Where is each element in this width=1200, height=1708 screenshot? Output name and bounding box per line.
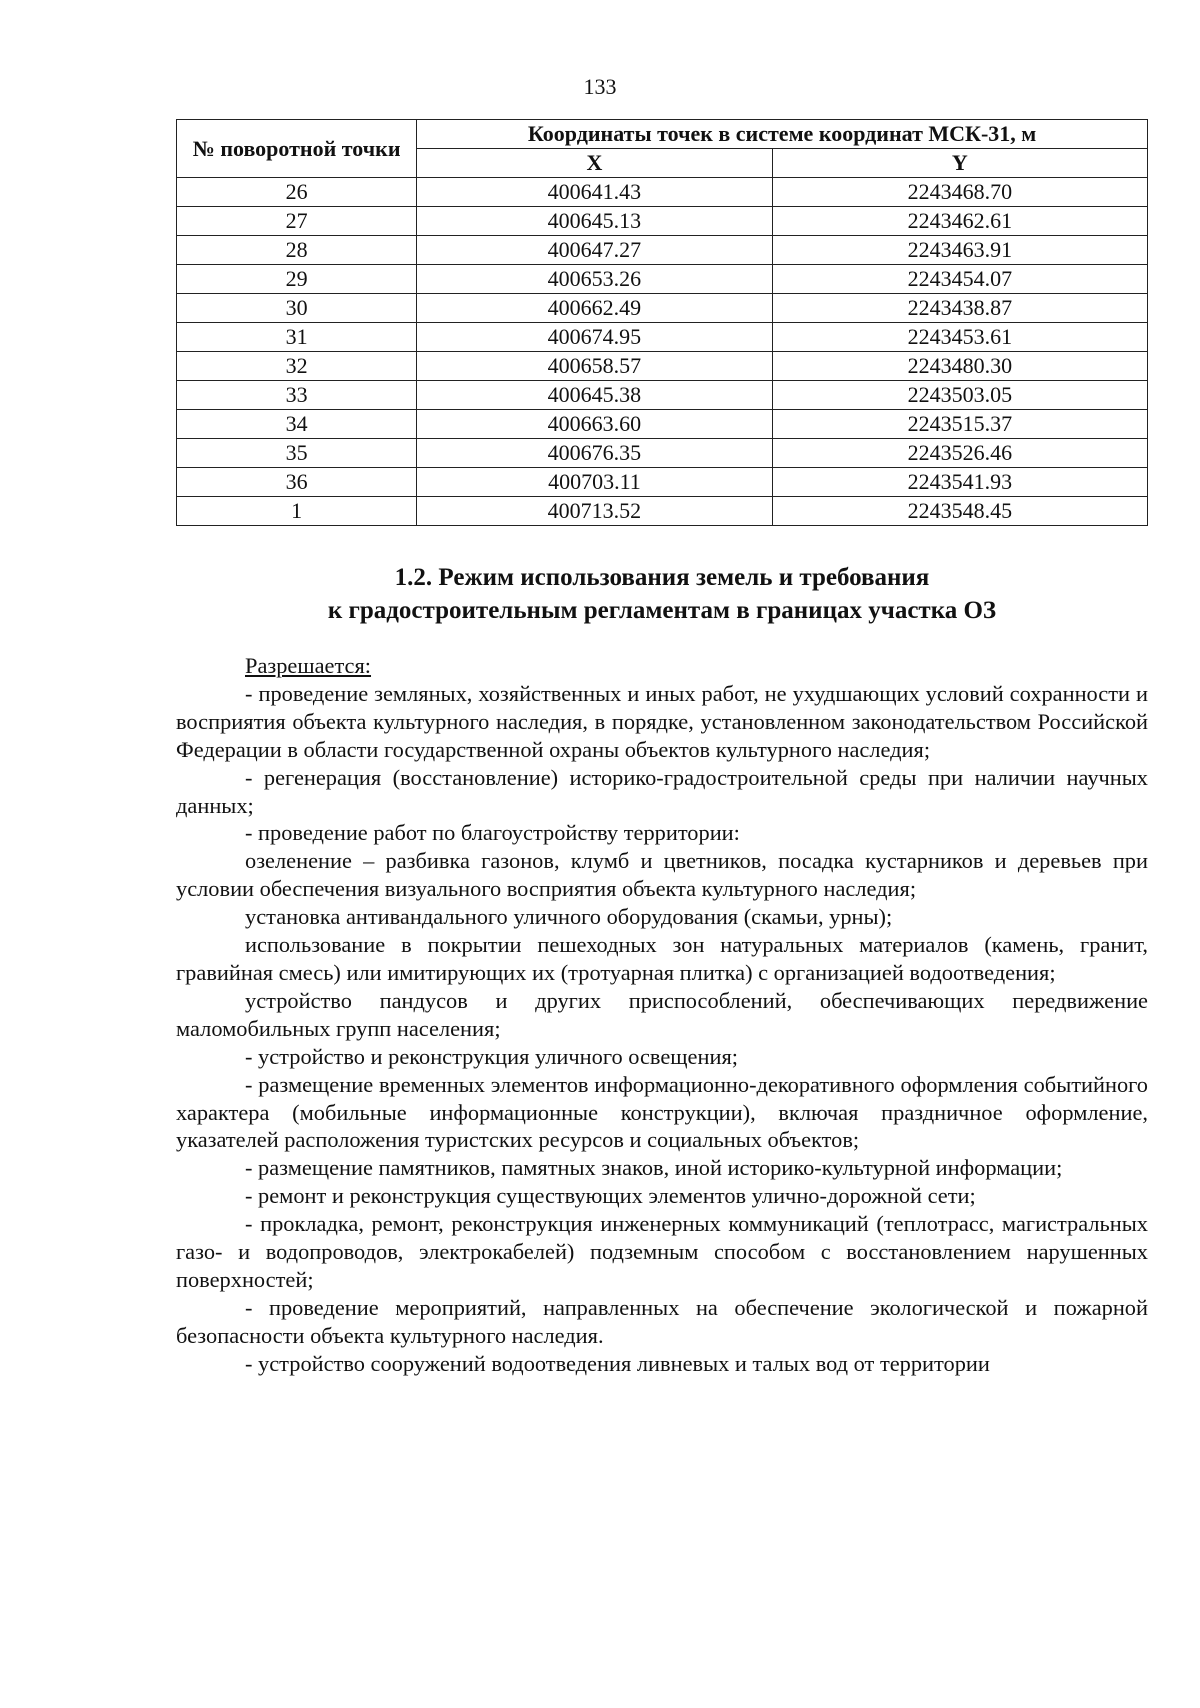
- page-number: 133: [583, 74, 617, 99]
- table-row: [177, 410, 1148, 439]
- cell-point-number: 32: [177, 352, 417, 381]
- paragraph: установка антивандального уличного оборудования (скамьи, урны);: [245, 904, 893, 930]
- paragraph: - устройство сооружений водоотведения ливневых и талых вод от территории: [245, 1350, 990, 1376]
- table-row: [177, 294, 1148, 323]
- header-point-number: № поворотной точки: [177, 120, 417, 178]
- table-row: [177, 236, 1148, 265]
- paragraph: - регенерация (восстановление) историко-градостроительной среды при наличии научных данных;: [176, 764, 1148, 818]
- table-row: [177, 497, 1148, 526]
- paragraph: - проведение работ по благоустройству территории:: [245, 820, 740, 846]
- cell-x: 400674.95: [417, 323, 772, 352]
- cell-x: 400662.49: [417, 294, 772, 323]
- section-body: [176, 652, 1148, 1378]
- table-header-row: [177, 120, 1148, 149]
- cell-point-number: 31: [177, 323, 417, 352]
- cell-x: 400645.13: [417, 207, 772, 236]
- cell-x: 400703.11: [417, 468, 772, 497]
- table-row: [177, 352, 1148, 381]
- cell-point-number: 34: [177, 410, 417, 439]
- paragraph: устройство пандусов и других приспособлений, обеспечивающих передвижение маломобильных групп населения;: [176, 987, 1148, 1041]
- section-heading: [176, 561, 1148, 627]
- paragraph: - устройство и реконструкция уличного освещения;: [245, 1043, 738, 1069]
- table-row: [177, 439, 1148, 468]
- header-coordinates-group: Координаты точек в системе координат МСК-31, м: [417, 120, 1148, 149]
- cell-point-number: 27: [177, 207, 417, 236]
- paragraph: использование в покрытии пешеходных зон натуральных материалов (камень, гранит, гравийная смесь) или имитирующих их (тротуарная плитка) с организацией водоотведения;: [176, 932, 1148, 985]
- cell-point-number: 26: [177, 178, 417, 207]
- cell-point-number: 1: [177, 497, 417, 526]
- cell-point-number: 33: [177, 381, 417, 410]
- section-title-line-2: к градостроительным регламентам в границах участка ОЗ: [327, 597, 997, 624]
- cell-point-number: 29: [177, 265, 417, 294]
- cell-x: 400653.26: [417, 265, 772, 294]
- cell-x: 400676.35: [417, 439, 772, 468]
- table-row: [177, 207, 1148, 236]
- cell-x: 400663.60: [417, 410, 772, 439]
- paragraph: - ремонт и реконструкция существующих элементов улично-дорожной сети;: [245, 1183, 976, 1209]
- table-row: [177, 178, 1148, 207]
- paragraph: - размещение временных элементов информационно-декоративного оформления событийного характера (мобильные информационные конструкции), включая праздничное оформление, указателей расположения туристских ресурсов и социальных объектов;: [176, 1071, 1148, 1153]
- allowed-label: Разрешается:: [245, 653, 372, 678]
- cell-x: 400658.57: [417, 352, 772, 381]
- cell-x: 400647.27: [417, 236, 772, 265]
- table-row: [177, 468, 1148, 497]
- cell-y: 2243480.30: [772, 352, 1147, 381]
- cell-y: 2243503.05: [772, 381, 1147, 410]
- cell-y: 2243541.93: [772, 468, 1147, 497]
- header-x: X: [417, 149, 772, 178]
- section-title-line-1: 1.2. Режим использования земель и требования: [394, 564, 930, 591]
- cell-y: 2243438.87: [772, 294, 1147, 323]
- paragraph: - проведение земляных, хозяйственных и иных работ, не ухудшающих условий сохранности и восприятия объекта культурного наследия, в порядке, установленном законодательством Российской Федерации в области государственной охраны объектов культурного наследия;: [176, 680, 1148, 762]
- cell-y: 2243463.91: [772, 236, 1147, 265]
- cell-point-number: 28: [177, 236, 417, 265]
- header-y: Y: [772, 149, 1147, 178]
- cell-y: 2243548.45: [772, 497, 1147, 526]
- paragraph: - размещение памятников, памятных знаков, иной историко-культурной информации;: [245, 1155, 1063, 1181]
- cell-point-number: 30: [177, 294, 417, 323]
- coordinates-table: [176, 119, 1148, 526]
- table-row: [177, 323, 1148, 352]
- cell-y: 2243526.46: [772, 439, 1147, 468]
- cell-y: 2243468.70: [772, 178, 1147, 207]
- paragraph: - проведение мероприятий, направленных на обеспечение экологической и пожарной безопасности объекта культурного наследия.: [176, 1294, 1148, 1348]
- cell-x: 400645.38: [417, 381, 772, 410]
- cell-x: 400713.52: [417, 497, 772, 526]
- paragraph: озеленение – разбивка газонов, клумб и цветников, посадка кустарников и деревьев при условии обеспечения визуального восприятия объекта культурного наследия;: [176, 848, 1148, 902]
- table-row: [177, 265, 1148, 294]
- paragraph: - прокладка, ремонт, реконструкция инженерных коммуникаций (теплотрасс, магистральных газо- и водопроводов, электрокабелей) подземным способом с восстановлением нарушенных поверхностей;: [176, 1211, 1148, 1292]
- cell-y: 2243454.07: [772, 265, 1147, 294]
- cell-point-number: 35: [177, 439, 417, 468]
- cell-y: 2243462.61: [772, 207, 1147, 236]
- cell-y: 2243453.61: [772, 323, 1147, 352]
- cell-x: 400641.43: [417, 178, 772, 207]
- cell-point-number: 36: [177, 468, 417, 497]
- cell-y: 2243515.37: [772, 410, 1147, 439]
- table-row: [177, 381, 1148, 410]
